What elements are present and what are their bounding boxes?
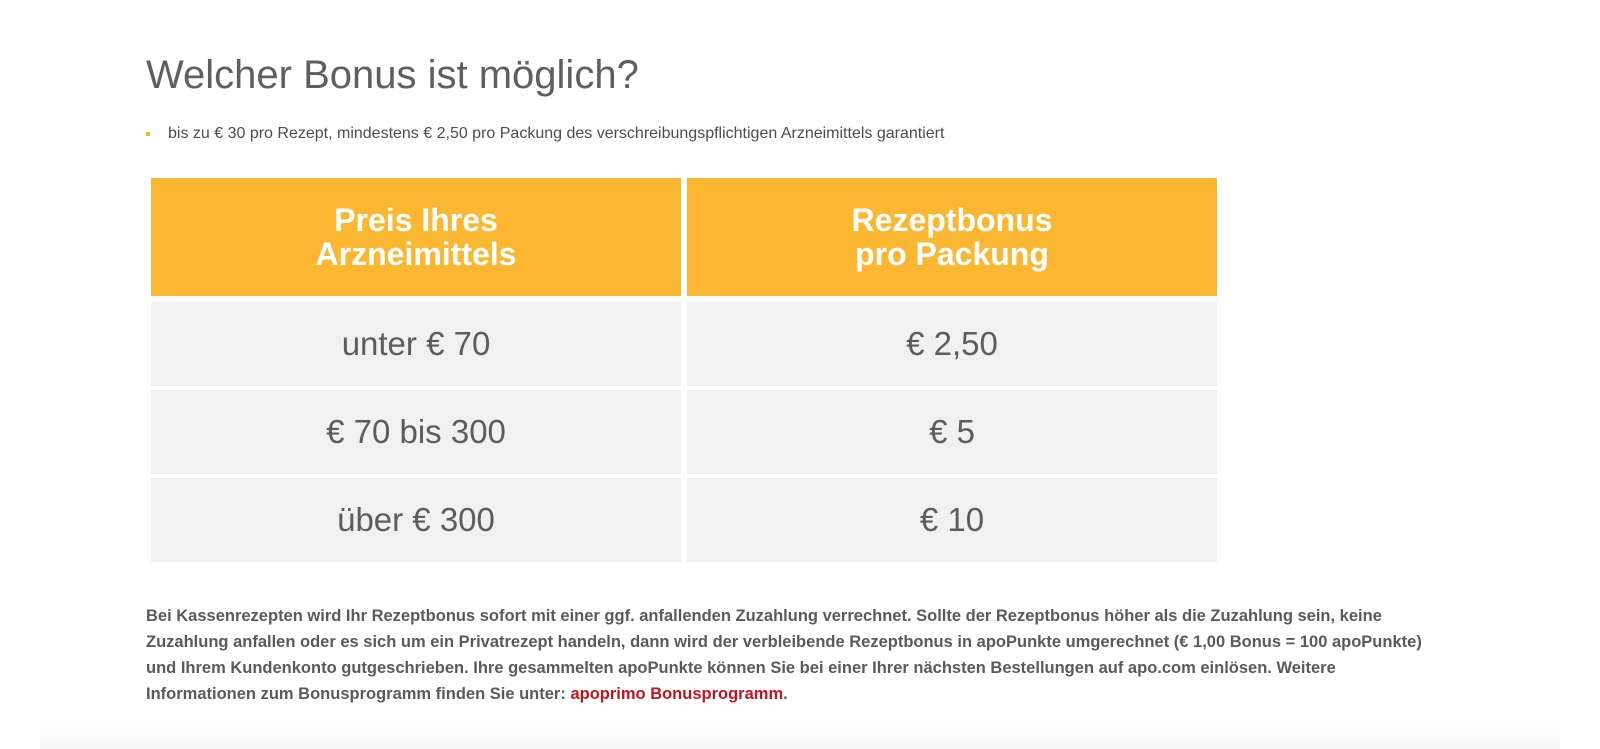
table-header-bonus (687, 178, 1217, 296)
bonus-info-paragraph (146, 603, 1446, 707)
bonus-info-trailing: . (783, 685, 788, 703)
list-item (146, 124, 944, 144)
bonus-program-link[interactable]: apoprimo Bonusprogramm (570, 685, 784, 703)
table-header-price-label: Preis Ihres Arzneimittels (315, 202, 517, 272)
bullet-marker-icon (146, 132, 150, 136)
table-cell-bonus: € 10 (687, 478, 1217, 562)
page-title: Welcher Bonus ist möglich? (146, 53, 639, 97)
table-cell-price: € 70 bis 300 (151, 390, 681, 474)
table-cell-bonus: € 5 (687, 390, 1217, 474)
table-cell-bonus: € 2,50 (687, 302, 1217, 386)
bonus-info-text: Bei Kassenrezepten wird Ihr Rezeptbonus sofort mit einer ggf. anfallenden Zuzahlung verrechnet. Sollte der Rezeptbonus höher als die Zuzahlung sein, keine Zuzahlung anfallen oder es sich um ein Privatrezept handeln, dann wird der verbleibende Rezeptbonus in apoPunkte umgerechnet (€ 1,00 Bonus = 100 apoPunkte) und Ihrem Kundenkonto gutgeschrieben. Ihre gesammelten apoPunkte können Sie bei einer Ihrer nächsten Bestellungen auf apo.com einlösen. Weitere Informationen zum Bonusprogramm finden Sie unter: (146, 607, 1422, 703)
table-header-price (151, 178, 681, 296)
table-cell-price: unter € 70 (151, 302, 681, 386)
table-cell-price: über € 300 (151, 478, 681, 562)
bullet-text: bis zu € 30 pro Rezept, mindestens € 2,50 pro Packung des verschreibungspflichtigen Arzneimittels garantiert (168, 125, 945, 142)
table-header-bonus-label: Rezeptbonus pro Packung (851, 202, 1053, 272)
footer-divider (40, 721, 1560, 749)
bullet-list (146, 124, 944, 144)
